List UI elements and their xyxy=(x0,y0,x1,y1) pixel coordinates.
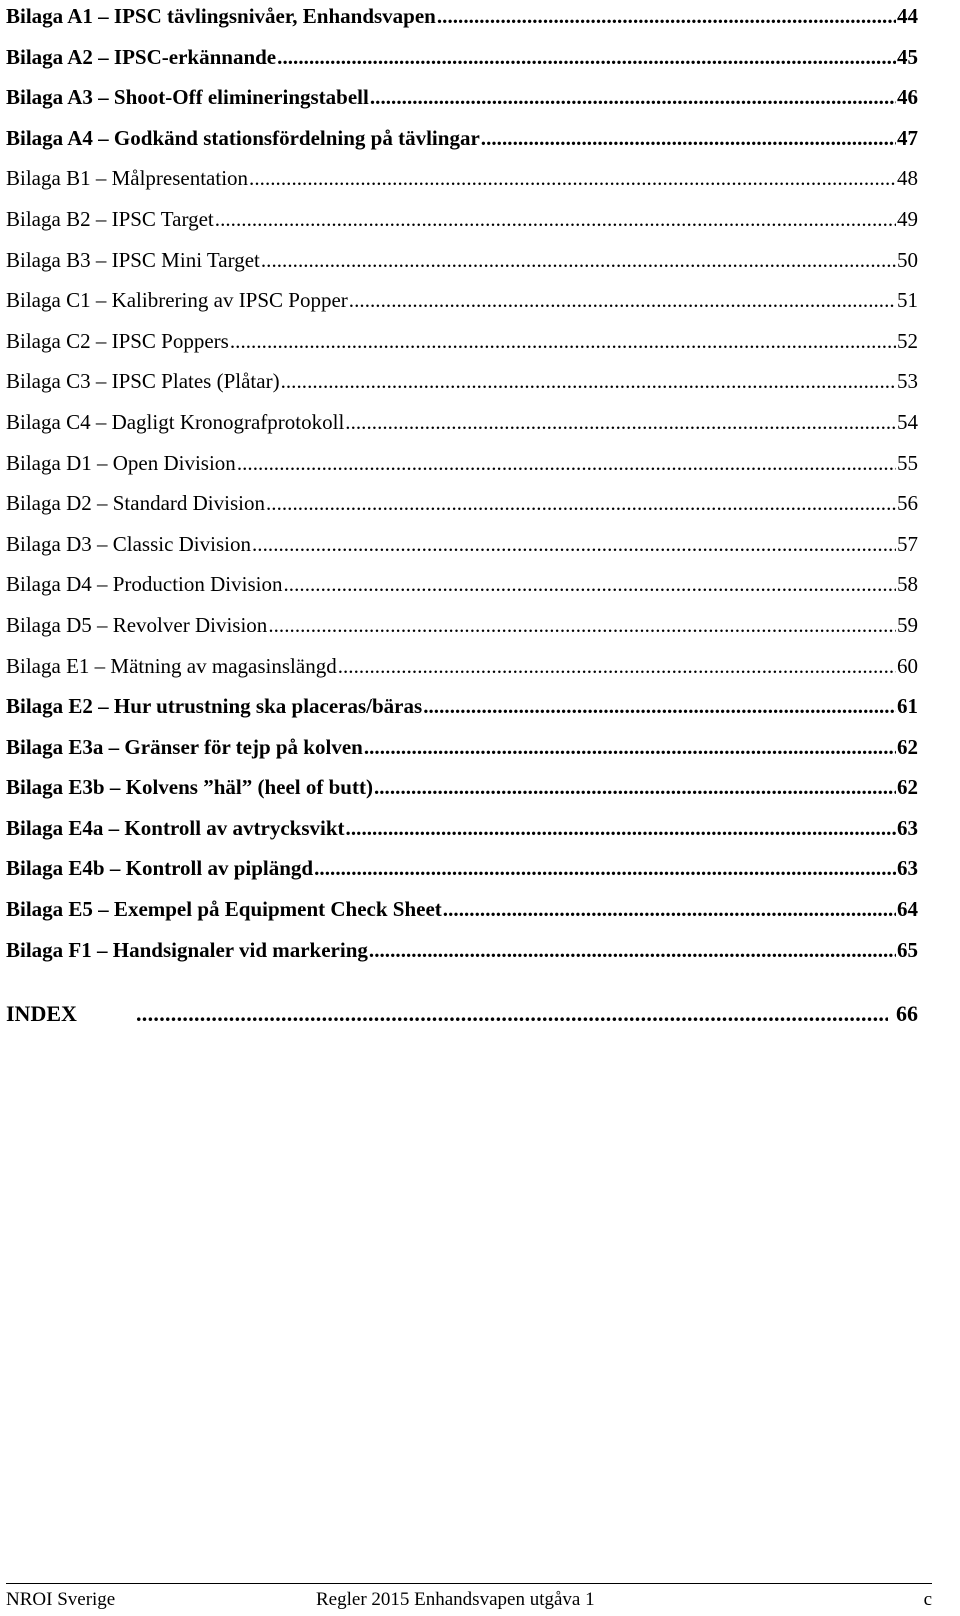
toc-entry-page-number: 57 xyxy=(897,531,918,556)
footer-organization: NROI Sverige xyxy=(6,1589,116,1610)
dot-leader xyxy=(277,41,896,73)
toc-entry[interactable] xyxy=(6,325,918,366)
dot-leader xyxy=(346,812,896,844)
toc-entry[interactable] xyxy=(6,162,918,203)
toc-entry[interactable] xyxy=(6,244,918,285)
toc-entry-title: Bilaga C1 – Kalibrering av IPSC Popper xyxy=(6,288,348,313)
footer-document-title: Regler 2015 Enhandsvapen utgåva 1 xyxy=(316,1589,595,1610)
toc-entry-page-number: 46 xyxy=(897,85,918,110)
toc-entry-page-number: 59 xyxy=(897,612,918,637)
dot-leader xyxy=(252,528,896,560)
dot-leader xyxy=(284,568,897,600)
toc-entry-title: Bilaga D2 – Standard Division xyxy=(6,491,265,516)
toc-entry-page-number: 66 xyxy=(896,1001,918,1026)
toc-entry-page-number: 51 xyxy=(897,288,918,313)
toc-entry-page-number: 58 xyxy=(897,572,918,597)
dot-leader xyxy=(423,690,896,722)
toc-entry-title: Bilaga B2 – IPSC Target xyxy=(6,206,214,231)
toc-entry-title: Bilaga D1 – Open Division xyxy=(6,450,236,475)
dot-leader xyxy=(370,81,896,113)
dot-leader xyxy=(338,650,896,682)
dot-leader xyxy=(249,162,896,194)
toc-entry-title: Bilaga E5 – Exempel på Equipment Check Sheet xyxy=(6,897,442,922)
dot-leader xyxy=(364,731,896,763)
dot-leader xyxy=(374,771,896,803)
toc-entry-title: Bilaga E4a – Kontroll av avtrycksvikt xyxy=(6,815,345,840)
toc-entry-page-number: 64 xyxy=(897,897,918,922)
toc-entry[interactable] xyxy=(6,934,918,975)
toc-entry-page-number: 50 xyxy=(897,247,918,272)
dot-leader xyxy=(136,996,888,1032)
toc-entry[interactable] xyxy=(6,0,918,41)
toc-entry-index[interactable] xyxy=(6,996,918,1032)
toc-entry[interactable] xyxy=(6,528,918,569)
toc-entry[interactable] xyxy=(6,690,918,731)
toc-entry-page-number: 62 xyxy=(897,734,918,759)
toc-entry-title: Bilaga D4 – Production Division xyxy=(6,572,283,597)
toc-entry[interactable] xyxy=(6,568,918,609)
toc-entry-page-number: 63 xyxy=(897,815,918,840)
toc-entry-title: Bilaga A2 – IPSC-erkännande xyxy=(6,44,277,69)
toc-entry-title: Bilaga A1 – IPSC tävlingsnivåer, Enhandsvapen xyxy=(6,4,436,28)
toc-entry[interactable] xyxy=(6,447,918,488)
toc-entry-title: Bilaga E1 – Mätning av magasinslängd xyxy=(6,653,337,678)
toc-entry-title: Bilaga A3 – Shoot-Off elimineringstabell xyxy=(6,85,369,110)
toc-entry-page-number: 62 xyxy=(897,775,918,800)
toc-entry-title: Bilaga A4 – Godkänd stationsfördelning på tävlingar xyxy=(6,125,480,150)
dot-leader xyxy=(314,852,896,884)
toc-entry[interactable] xyxy=(6,893,918,934)
toc-entry-title: Bilaga E2 – Hur utrustning ska placeras/bäras xyxy=(6,694,423,719)
dot-leader xyxy=(345,406,896,438)
toc-entry[interactable] xyxy=(6,650,918,691)
dot-leader xyxy=(268,609,896,641)
toc-entry[interactable] xyxy=(6,365,918,406)
toc-entry-title: Bilaga E3a – Gränser för tejp på kolven xyxy=(6,734,363,759)
dot-leader xyxy=(443,893,896,925)
toc-entry[interactable] xyxy=(6,203,918,244)
toc-entry-page-number: 49 xyxy=(897,206,918,231)
toc-entry-title: Bilaga E4b – Kontroll av piplängd xyxy=(6,856,314,881)
dot-leader xyxy=(369,934,896,966)
toc-entry[interactable] xyxy=(6,122,918,163)
dot-leader xyxy=(281,365,896,397)
toc-entry-page-number: 65 xyxy=(897,937,918,962)
toc-entry-title: Bilaga B3 – IPSC Mini Target xyxy=(6,247,260,272)
toc-entry[interactable] xyxy=(6,41,918,82)
toc-entry-page-number: 63 xyxy=(897,856,918,881)
toc-entry-page-number: 60 xyxy=(897,653,918,678)
toc-entry-page-number: 48 xyxy=(897,166,918,191)
dot-leader xyxy=(237,447,896,479)
toc-entry-title: Bilaga D5 – Revolver Division xyxy=(6,612,268,637)
footer-divider xyxy=(6,1583,932,1584)
toc-entry[interactable] xyxy=(6,771,918,812)
toc-entry-page-number: 54 xyxy=(897,409,918,434)
toc-entry-title: Bilaga B1 – Målpresentation xyxy=(6,166,249,191)
toc-entry-page-number: 52 xyxy=(897,328,918,353)
dot-leader xyxy=(437,0,896,32)
toc-entry-page-number: 45 xyxy=(897,44,918,69)
dot-leader xyxy=(215,203,896,235)
toc-entry-title: Bilaga C4 – Dagligt Kronografprotokoll xyxy=(6,409,345,434)
toc-entry[interactable] xyxy=(6,812,918,853)
dot-leader xyxy=(266,487,896,519)
toc-entry[interactable] xyxy=(6,284,918,325)
toc-entry-title: Bilaga F1 – Handsignaler vid markering xyxy=(6,937,368,962)
footer-page-marker: c xyxy=(923,1589,932,1610)
dot-leader xyxy=(481,122,896,154)
dot-leader xyxy=(261,244,896,276)
table-of-contents xyxy=(6,0,918,974)
toc-entry-title: Bilaga E3b – Kolvens ”häl” (heel of butt) xyxy=(6,775,373,800)
toc-entry-page-number: 44 xyxy=(897,4,918,28)
toc-entry[interactable] xyxy=(6,609,918,650)
toc-entry-title: INDEX xyxy=(6,1001,77,1026)
dot-leader xyxy=(230,325,896,357)
toc-entry[interactable] xyxy=(6,852,918,893)
toc-entry-title: Bilaga D3 – Classic Division xyxy=(6,531,251,556)
toc-entry[interactable] xyxy=(6,731,918,772)
dot-leader xyxy=(349,284,896,316)
toc-entry[interactable] xyxy=(6,406,918,447)
toc-entry-page-number: 47 xyxy=(897,125,918,150)
toc-entry-title: Bilaga C2 – IPSC Poppers xyxy=(6,328,229,353)
toc-entry-page-number: 55 xyxy=(897,450,918,475)
toc-entry-page-number: 61 xyxy=(897,694,918,719)
toc-entry-page-number: 56 xyxy=(897,491,918,516)
toc-entry-title: Bilaga C3 – IPSC Plates (Plåtar) xyxy=(6,369,280,394)
toc-entry[interactable] xyxy=(6,81,918,122)
toc-entry-page-number: 53 xyxy=(897,369,918,394)
toc-entry[interactable] xyxy=(6,487,918,528)
